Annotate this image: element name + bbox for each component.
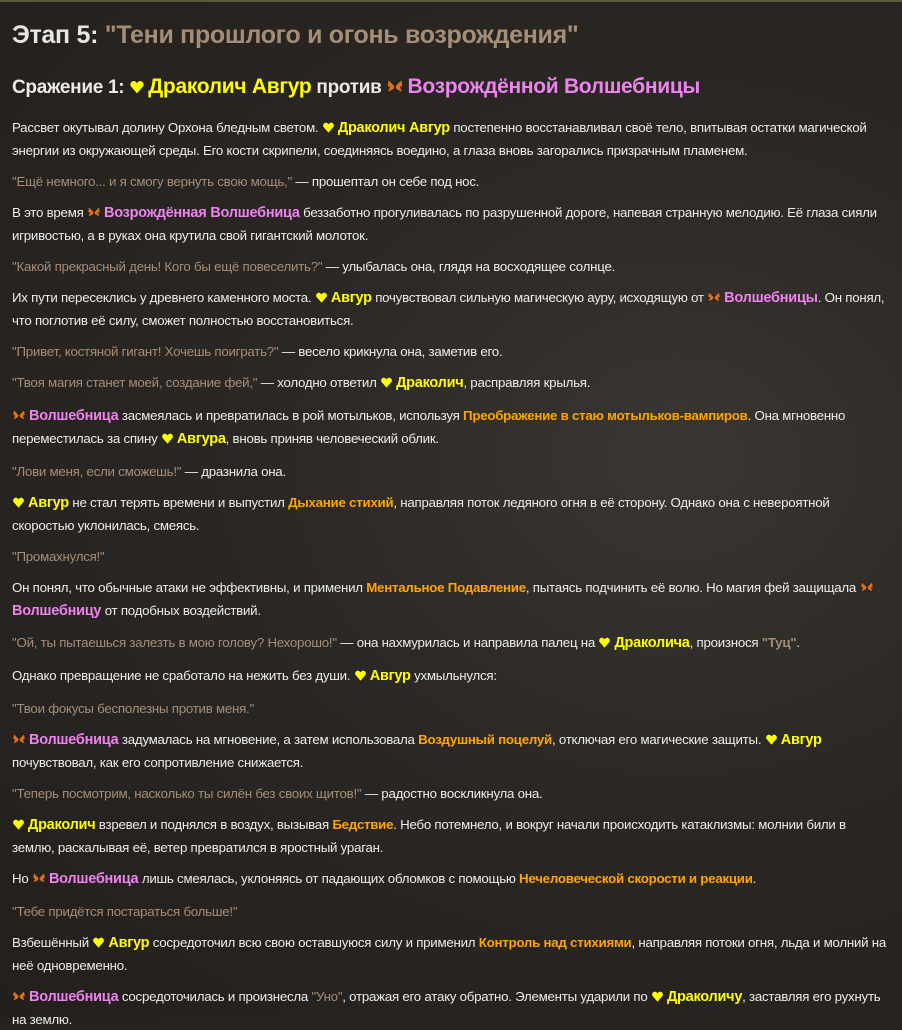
story-paragraph [12, 632, 890, 655]
text: , заставляя его рухнуть на землю. [12, 989, 881, 1027]
text: Взбешённый [12, 935, 93, 950]
text: — радостно воскликнула она. [361, 786, 543, 801]
text: — она нахмурилась и направила палец на [336, 635, 599, 650]
quote: "Твои фокусы бесполезны против меня." [12, 701, 254, 716]
text: . Он понял, что поглотив её силу, сможет полностью восстановиться. [12, 290, 885, 328]
heart-icon [161, 430, 174, 451]
story-paragraph [12, 868, 890, 891]
enemy-name: Волшебница [29, 408, 119, 424]
ally-name: Драколич Авгур [337, 120, 450, 136]
butterfly-icon [12, 731, 26, 752]
versus-label: против [316, 77, 382, 98]
text: Их пути пересеклись у древнего каменного моста. [12, 290, 315, 305]
text: ухмыльнулся: [410, 668, 497, 683]
text: от подобных воздействий. [101, 603, 261, 618]
quote: "Лови меня, если сможешь!" [12, 464, 182, 479]
enemy-name: Волшебница [29, 732, 119, 748]
text: Рассвет окутывал долину Орхона бледным светом. [12, 120, 322, 135]
text: — холодно ответил [257, 375, 381, 390]
spell-word: "Туц" [761, 635, 797, 650]
heart-icon [12, 494, 25, 515]
text: взревел и поднялся в воздух, вызывая [95, 817, 333, 832]
text: , произнося [689, 635, 762, 650]
quote: "Твоя магия станет моей, создание фей," [12, 375, 258, 390]
text: — весело крикнула она, заметив его. [278, 344, 503, 359]
battle-label: Сражение 1: [12, 77, 125, 98]
text: Однако превращение не сработало на нежить без души. [12, 668, 354, 683]
stage-prefix: Этап 5: [12, 21, 99, 49]
butterfly-icon [87, 204, 101, 225]
butterfly-icon [12, 407, 26, 428]
ally-name: Драколич [28, 817, 96, 833]
story-paragraph [12, 698, 890, 719]
story-paragraph [12, 492, 890, 536]
text: задумалась на мгновение, а затем использовала [118, 732, 419, 747]
text: В это время [12, 205, 87, 220]
text: Но [12, 871, 32, 886]
heart-icon [92, 934, 105, 955]
story-paragraph [12, 171, 890, 192]
skill-name: Контроль над стихиями [478, 935, 632, 950]
heart-icon [651, 988, 664, 1009]
story-paragraph [12, 117, 890, 161]
text: беззаботно прогуливалась по разрушенной дороге, напевая странную мелодию. Её глаза сияли игривостью, а в руках она крутила свой гигантский молоток. [12, 205, 877, 243]
enemy-name: Волшебница [29, 989, 119, 1005]
ally-name: Авгур [330, 290, 372, 306]
heart-icon [315, 289, 328, 310]
text: , направляя потоки огня, льда и молний на неё одновременно. [12, 935, 887, 973]
heart-icon [322, 119, 335, 140]
quote: "Промахнулся!" [12, 549, 105, 564]
enemy-name: Волшебницу [12, 603, 102, 619]
battle-heading [12, 72, 890, 105]
butterfly-icon [32, 870, 46, 891]
fighter2-name: Возрождённой Волшебницы [407, 75, 701, 98]
ally-name: Драколич [396, 375, 464, 391]
butterfly-icon [860, 579, 874, 600]
story-paragraph [12, 665, 890, 688]
text: — улыбалась она, глядя на восходящее солнце. [322, 259, 616, 274]
text: . [752, 871, 757, 886]
story-paragraph [12, 901, 890, 922]
butterfly-icon [707, 289, 721, 310]
skill-name: Бедствие [332, 817, 394, 832]
skill-name: Дыхание стихий [288, 495, 394, 510]
quote: "Ещё немного... и я смогу вернуть свою мощь," [12, 174, 292, 189]
text: постепенно восстанавливал своё тело, впитывая остатки магической энергии из окружающей среды. Его кости скрипели, соединяясь воедино, а глаза вновь загорались призрачным пламенем. [12, 120, 867, 158]
ally-name: Драколичу [666, 989, 743, 1005]
text: засмеялась и превратилась в рой мотыльков, используя [118, 408, 464, 423]
story-paragraph [12, 577, 890, 622]
story-paragraph [12, 461, 890, 482]
text: сосредоточилась и произнесла [118, 989, 312, 1004]
quote: "Тебе придётся постараться больше!" [12, 904, 238, 919]
butterfly-icon [386, 75, 404, 105]
story-paragraph [12, 546, 890, 567]
heart-icon [765, 731, 778, 752]
story-paragraphs [12, 117, 890, 1030]
text: сосредоточил всю свою оставшуюся силу и применил [149, 935, 479, 950]
text: . [796, 635, 800, 650]
story-paragraph [12, 932, 890, 976]
fighter1-name: Драколич Авгур [148, 75, 312, 98]
story-paragraph [12, 202, 890, 246]
text: , отражая его атаку обратно. Элементы ударили по [342, 989, 651, 1004]
ally-name: Авгур [28, 495, 69, 511]
enemy-name: Возрождённая Волшебница [103, 205, 300, 221]
story-paragraph [12, 729, 890, 773]
story-paragraph [12, 341, 890, 362]
story-paragraph [12, 986, 890, 1030]
text: — прошептал он себе под нос. [291, 174, 480, 189]
heart-icon [129, 75, 145, 105]
enemy-name: Волшебница [48, 871, 139, 887]
quote: "Теперь посмотрим, насколько ты силён без своих щитов!" [12, 786, 362, 801]
text: лишь смеялась, уклоняясь от падающих обломков с помощью [138, 871, 520, 886]
text: почувствовал сильную магическую ауру, исходящую от [371, 290, 708, 305]
story-paragraph [12, 372, 890, 395]
text: , отключая его магические защиты. [551, 732, 765, 747]
butterfly-icon [12, 988, 26, 1009]
heart-icon [12, 816, 25, 837]
quote: "Ой, ты пытаешься залезть в мою голову? Нехорошо!" [12, 635, 337, 650]
text: не стал терять времени и выпустил [68, 495, 289, 510]
ally-name: Драколича [614, 635, 690, 651]
story-paragraph [12, 256, 890, 277]
story-content [0, 2, 902, 1030]
quote: "Уно" [311, 989, 343, 1004]
ally-name: Авгур [108, 935, 150, 951]
skill-name: Преображение в стаю мотыльков-вампиров [463, 408, 748, 423]
story-paragraph [12, 405, 890, 451]
text: — дразнила она. [181, 464, 286, 479]
ally-name: Авгура [176, 431, 226, 447]
text: . Небо потемнело, и вокруг начали происходить катаклизмы: молнии били в землю, раскалывая её, ветер превратился в яростный ураган. [12, 817, 846, 855]
text: , направляя поток ледяного огня в её сторону. Однако она с невероятной скоростью уклонилась, смеясь. [12, 495, 830, 533]
story-paragraph [12, 287, 890, 331]
heart-icon [380, 374, 393, 395]
stage-name: "Тени прошлого и огонь возрождения" [104, 21, 579, 49]
story-paragraph [12, 814, 890, 858]
story-paragraph [12, 783, 890, 804]
heart-icon [598, 634, 611, 655]
skill-name: Нечеловеческой скорости и реакции [519, 871, 753, 886]
ally-name: Авгур [369, 668, 411, 684]
stage-title [12, 18, 890, 52]
ally-name: Авгур [780, 732, 822, 748]
text: Он понял, что обычные атаки не эффективны, и применил [12, 580, 367, 595]
quote: "Какой прекрасный день! Кого бы ещё повеселить?" [12, 259, 323, 274]
text: , расправляя крылья. [463, 375, 591, 390]
text: почувствовал, как его сопротивление снижается. [12, 755, 304, 770]
text: , пытаясь подчинить её волю. Но магия фей защищала [525, 580, 860, 595]
quote: "Привет, костяной гигант! Хочешь поиграть?" [12, 344, 279, 359]
skill-name: Ментальное Подавление [366, 580, 526, 595]
text: . Она мгновенно переместилась за спину [12, 408, 846, 446]
skill-name: Воздушный поцелуй [418, 732, 552, 747]
enemy-name: Волшебницы [724, 290, 818, 306]
text: , вновь приняв человеческий облик. [225, 431, 439, 446]
heart-icon [354, 667, 367, 688]
